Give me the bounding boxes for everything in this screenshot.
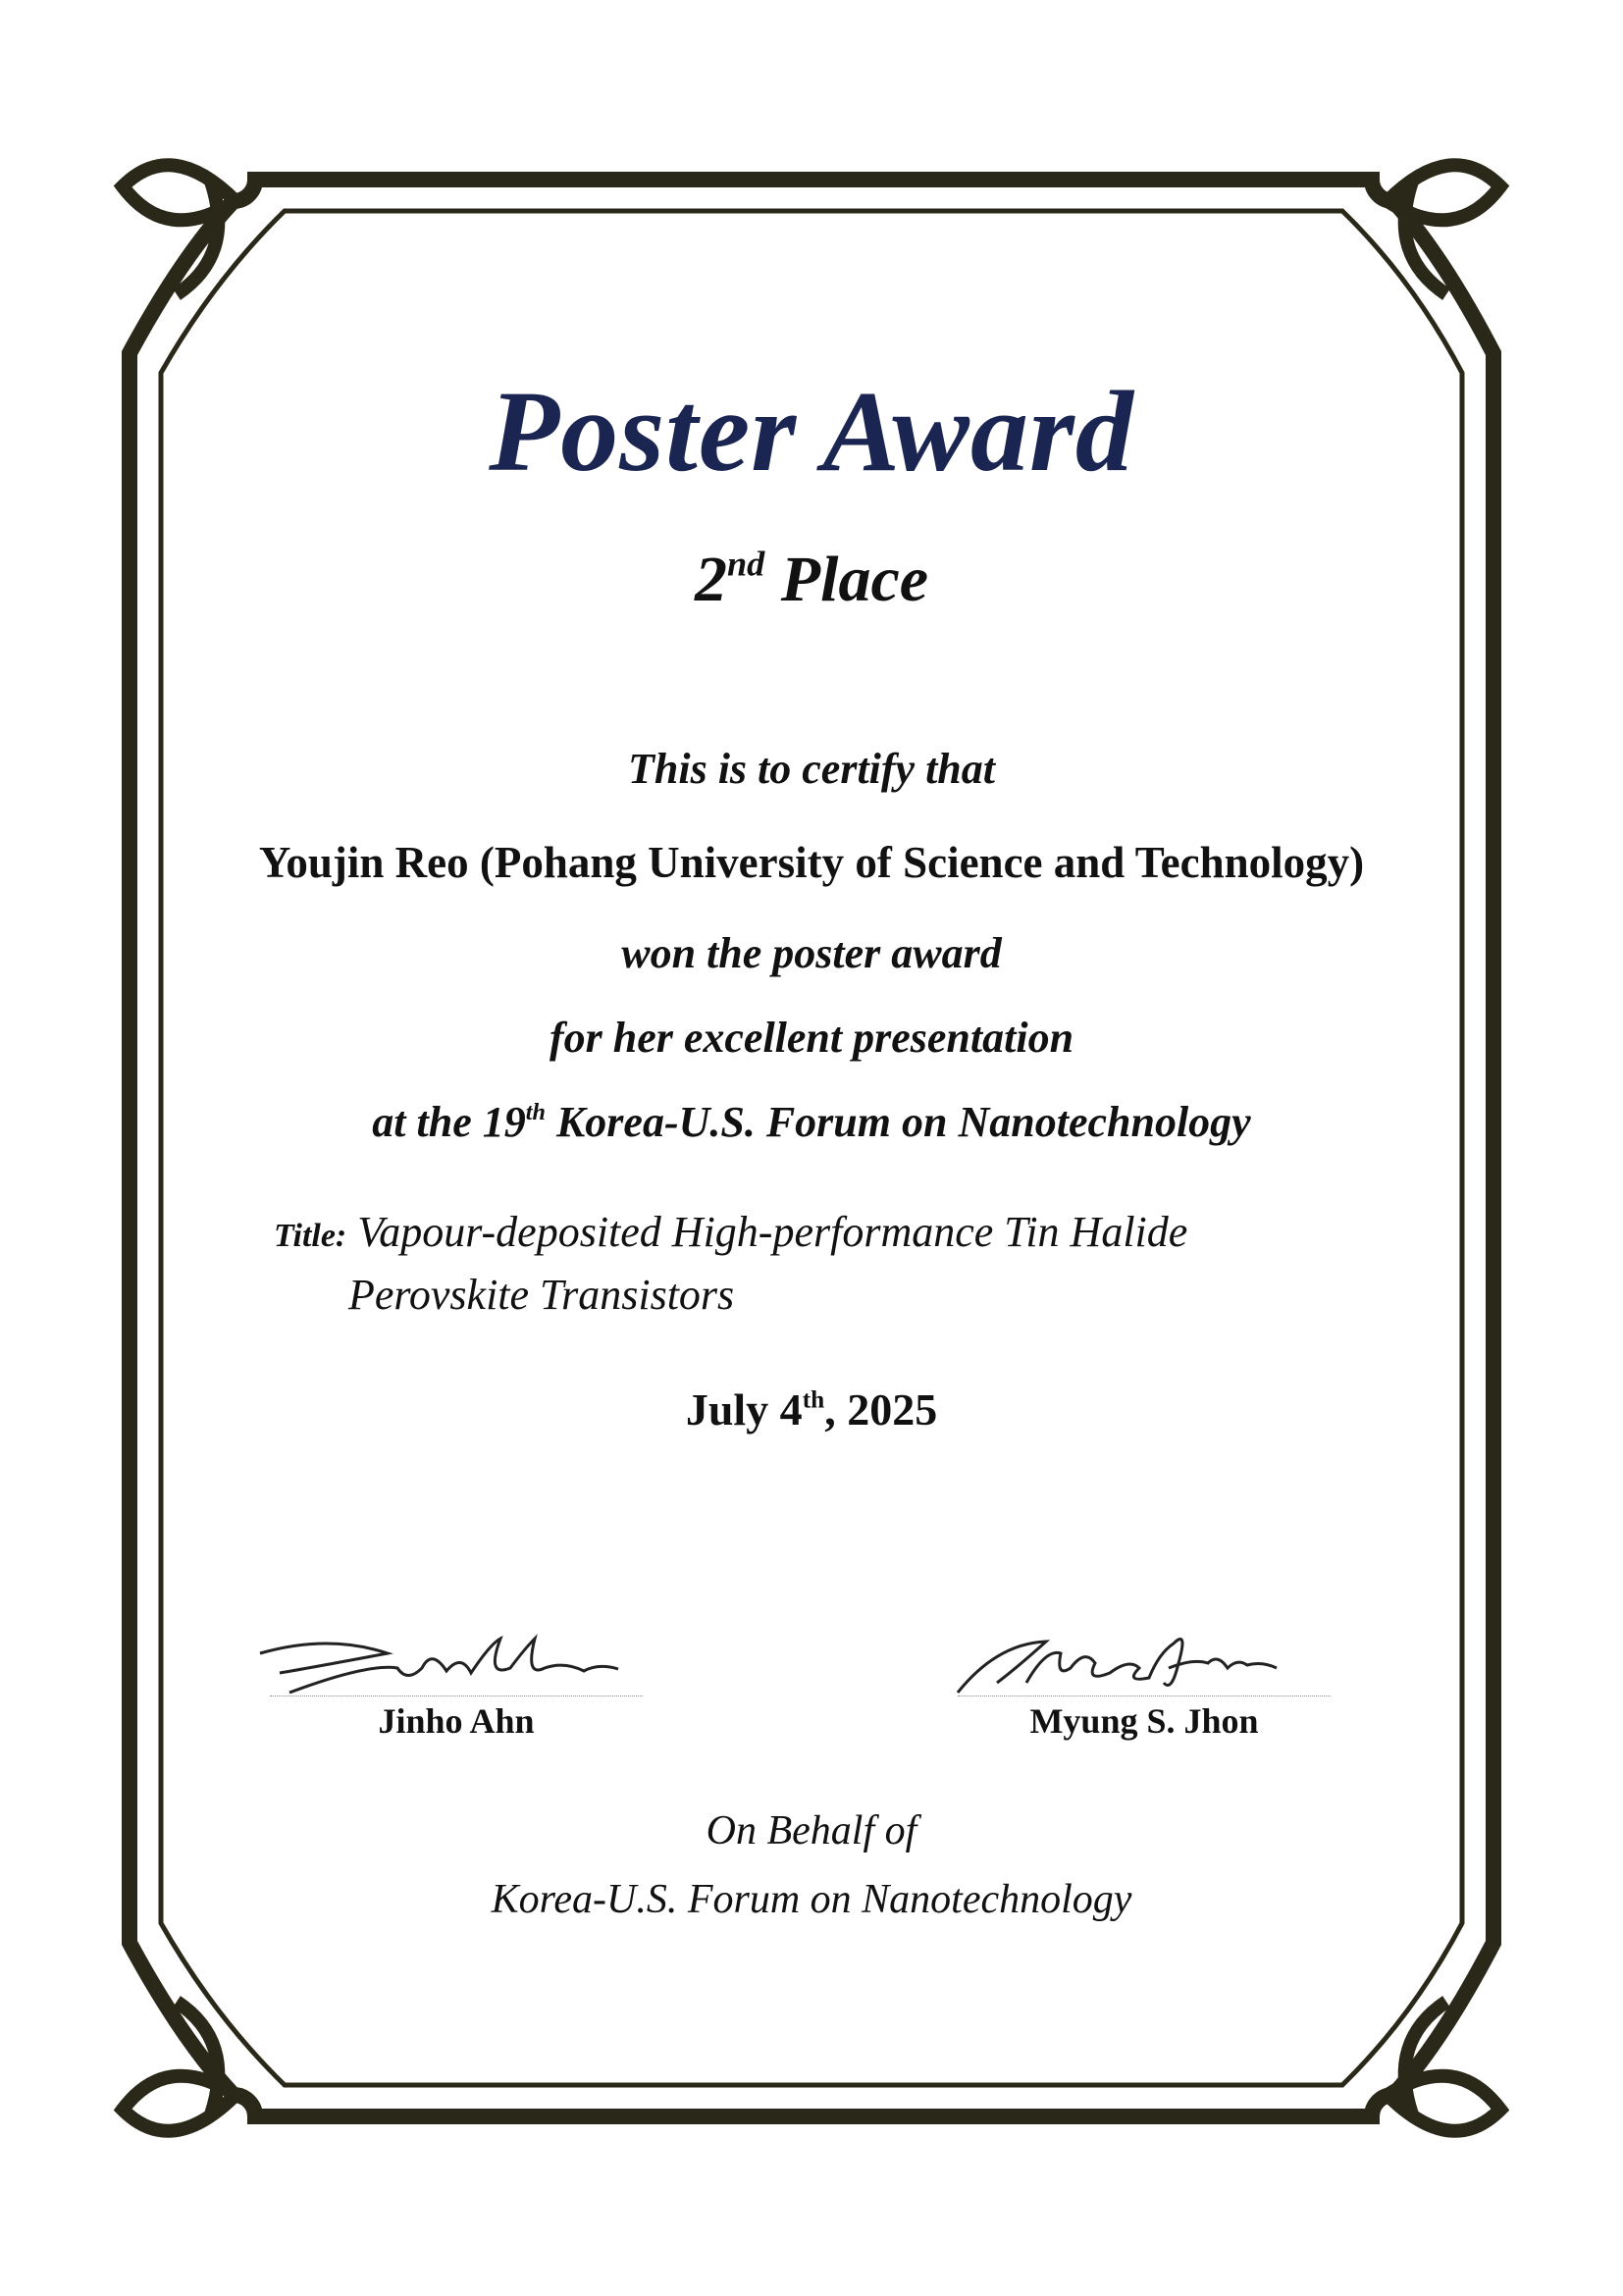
won-line: won the poster award: [621, 929, 1002, 977]
paper-title-line2: Perovskite Transistors: [348, 1271, 735, 1319]
date-rest: , 2025: [824, 1384, 938, 1435]
signatory-name-left: Jinho Ahn: [378, 1701, 535, 1741]
forum-prefix: at the 19: [372, 1098, 526, 1146]
certify-line: This is to certify that: [628, 745, 995, 793]
signature-right: [938, 1624, 1350, 1702]
date-suffix: th: [802, 1385, 825, 1414]
date-prefix: July 4: [685, 1384, 803, 1435]
paper-title-label: Title:: [274, 1218, 347, 1254]
forum-rest: Korea-U.S. Forum on Nanotechnology: [545, 1098, 1251, 1146]
place-word: Place: [780, 544, 929, 615]
award-title: Poster Award: [489, 367, 1134, 496]
signature-block-right: [938, 1624, 1350, 1761]
organization-name: Korea-U.S. Forum on Nanotechnology: [491, 1877, 1132, 1922]
forum-ordinal-suffix: th: [525, 1099, 546, 1126]
recipient-name: Youjin Reo (Pohang University of Science and Technology): [258, 838, 1365, 887]
signatory-name-right: Myung S. Jhon: [1029, 1701, 1259, 1741]
award-place: [0, 543, 1623, 617]
paper-title: [274, 1203, 1402, 1325]
presentation-line: for her excellent presentation: [549, 1014, 1074, 1062]
award-date: [0, 1383, 1623, 1435]
behalf-line: On Behalf of: [706, 1808, 917, 1853]
paper-title-line1: Vapour-deposited High-performance Tin Halide: [357, 1208, 1188, 1256]
forum-line: [0, 1097, 1623, 1147]
signature-block-left: [250, 1624, 662, 1761]
signature-left: [250, 1624, 662, 1702]
place-number: 2: [694, 544, 727, 615]
place-suffix: nd: [726, 544, 765, 584]
